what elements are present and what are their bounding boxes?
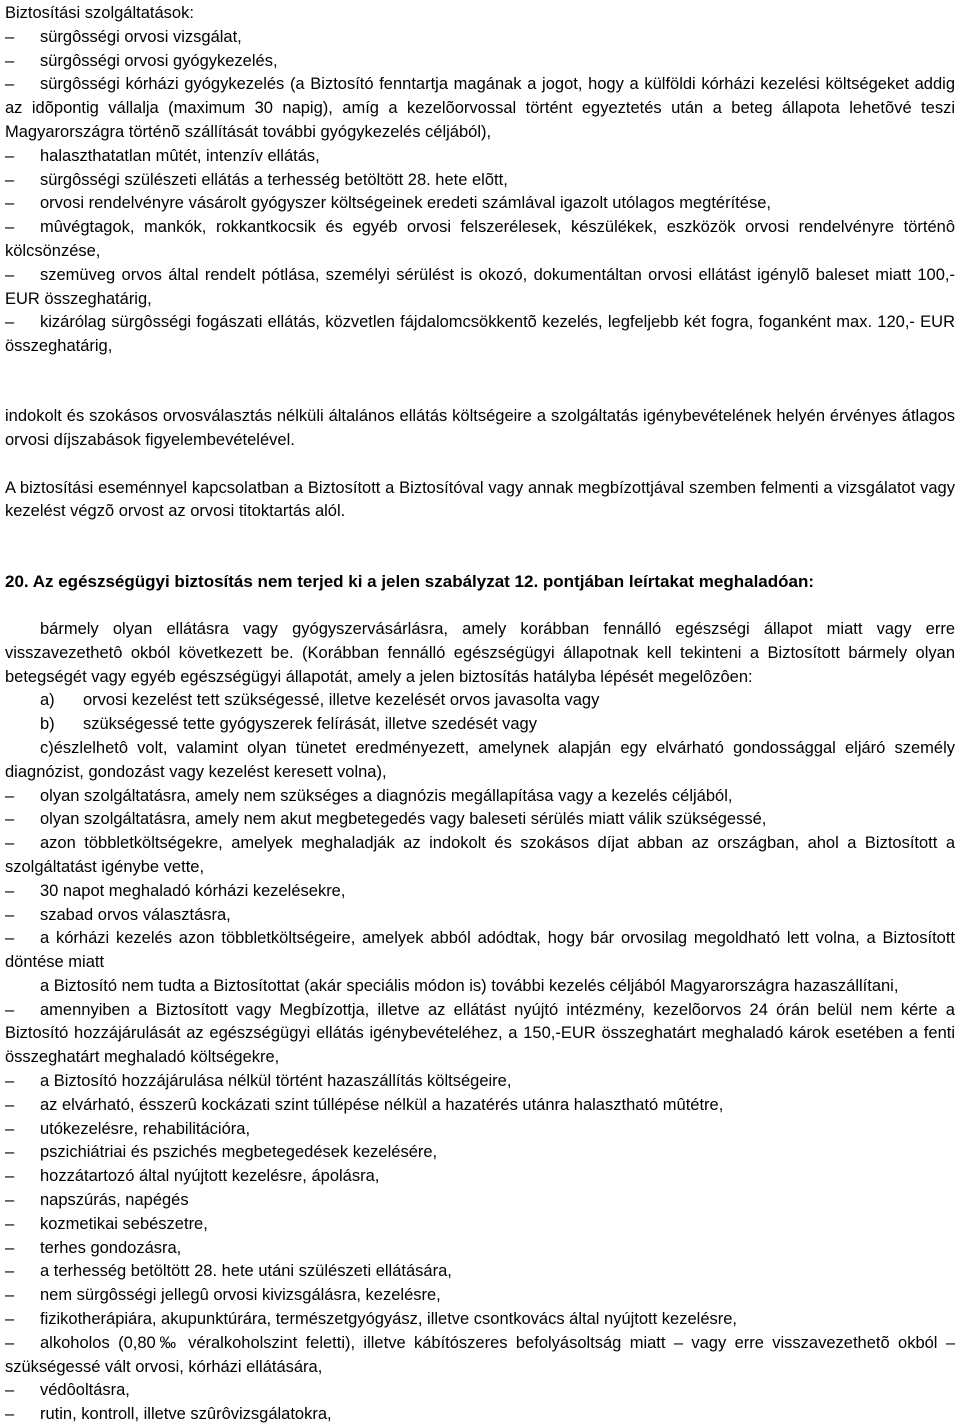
dash-bullet: –: [5, 786, 15, 805]
exclusion-item: – fizikotherápiára, akupunktúrára, természetgyógyász, illetve csontkovács által nyújtott kezelésre,: [5, 1308, 955, 1332]
dash-bullet: –: [5, 834, 15, 853]
dash-bullet: –: [5, 194, 15, 213]
dash-bullet: –: [5, 1262, 15, 1281]
exclusion-item: – olyan szolgáltatásra, amely nem akut megbetegedés vagy baleseti sérülés miatt válik szükségessé,: [5, 808, 955, 832]
exclusions-list-2: [5, 999, 955, 1427]
exclusions-list: [5, 785, 955, 975]
dash-bullet: –: [5, 1000, 15, 1019]
dash-bullet: –: [5, 881, 15, 900]
dash-bullet: –: [5, 1238, 15, 1257]
dash-bullet: –: [5, 1310, 15, 1329]
service-item: – sürgôsségi orvosi gyógykezelés,: [5, 50, 955, 74]
paragraph-general-care-text: indokolt és szokásos orvosválasztás nélküli általános ellátás költségeire a szolgáltatás igénybevételének helyén érvényes átlagos orvosi díjszabások figyelembevételével.: [5, 406, 955, 449]
dash-bullet: –: [5, 1214, 15, 1233]
service-item: – halaszthatatlan mûtét, intenzív ellátás,: [5, 145, 955, 169]
paragraph-general-care: [5, 405, 955, 453]
exclusion-item: – szabad orvos választásra,: [5, 904, 955, 928]
exclusion-item: – kozmetikai sebészetre,: [5, 1213, 955, 1237]
dash-bullet: –: [5, 170, 15, 189]
service-item: – sürgôsségi szülészeti ellátás a terhesség betöltött 28. hete elõtt,: [5, 169, 955, 193]
dash-bullet: –: [5, 1072, 15, 1091]
dash-bullet: –: [5, 1119, 15, 1138]
exclusion-item: – az elvárható, ésszerû kockázati szint túllépése nélkül a hazatérés utánra halasztható mûtétre,: [5, 1094, 955, 1118]
dash-bullet: –: [5, 75, 15, 94]
dash-bullet: –: [5, 1286, 15, 1305]
dash-bullet: –: [5, 810, 15, 829]
service-item: – sürgôsségi orvosi vizsgálat,: [5, 26, 955, 50]
exclusion-continuation: a Biztosító nem tudta a Biztosítottat (akár speciális módon is) további kezelés céljából Magyarországra hazaszállítani,: [40, 976, 899, 995]
service-item: – mûvégtagok, mankók, rokkantkocsik és egyéb orvosi felszerélesek, készülékek, eszközök orvosi rendelvényre történô kölcsönzése,: [5, 218, 955, 260]
dash-bullet: –: [5, 313, 15, 332]
exclusion-intro-text: bármely olyan ellátásra vagy gyógyszervásárlásra, amely korábban fennálló egészségi állapot miatt vagy erre visszavezethetô okból következett be. (Korábban fennálló egészségügyi állapotnak kell tekinteni a Biztosított bármely olyan betegségét vagy egyéb egészségügyi állapotát, amely a jelen biztosítás hatályba lépését megelôzôen:: [5, 619, 955, 686]
exclusion-item: – terhes gondozásra,: [5, 1237, 955, 1261]
exclusion-intro: [5, 618, 955, 689]
exclusion-item: – a kórházi kezelés azon többletköltségeire, amelyek abból adódtak, hogy bár orvosilag megoldható lett volna, a Biztosított döntése miatt: [5, 929, 955, 972]
service-item: – sürgôsségi kórházi gyógykezelés (a Biztosító fenntartja magának a jogot, hogy a külföldi kórházi kezelési költségeket addig az idõpontig vállalja (maximum 30 napig), amíg a kezelõorvossal történt egyeztetés után a beteg állapota lehetõvé teszi Magyarországra történõ szállítását további gyógykezelés céljából),: [5, 75, 955, 141]
services-list: [5, 26, 955, 359]
exclusion-item: – amennyiben a Biztosított vagy Megbízottja, illetve az ellátást nyújtó intézmény, kezelõorvos 24 órán belül nem kérte a Biztosító hozzájárulását az egészségügyi ellátás igénybevételéhez, a 150,-EUR összeghatárt meghaladó károk esetében a fenti összeghatárt meghaladó költségekre,: [5, 1000, 955, 1067]
dash-bullet: –: [5, 1167, 15, 1186]
exclusion-item: – alkoholos (0,80‰ véralkoholszint feletti), illetve kábítószeres befolyásoltság miatt – vagy erre visszavezethetõ okból – szükségessé vált orvosi, kórházi ellátására,: [5, 1333, 955, 1376]
exclusion-item: – nem sürgôsségi jellegû orvosi kivizsgálásra, kezelésre,: [5, 1284, 955, 1308]
service-item: – szemüveg orvos által rendelt pótlása, személyi sérülést is okozó, dokumentáltan orvosi ellátást igénylõ baleset miatt 100,-EUR összeghatárig,: [5, 265, 955, 308]
exclusion-item: – 30 napot meghaladó kórházi kezelésekre,: [5, 880, 955, 904]
exclusion-item: – napszúrás, napégés: [5, 1189, 955, 1213]
exclusion-item: – hozzátartozó által nyújtott kezelésre, ápolásra,: [5, 1165, 955, 1189]
dash-bullet: –: [5, 1381, 15, 1400]
dash-bullet: –: [5, 1095, 15, 1114]
dash-bullet: –: [5, 1405, 15, 1424]
dash-bullet: –: [5, 51, 15, 70]
section-title: Biztosítási szolgáltatások:: [5, 4, 194, 22]
dash-bullet: –: [5, 27, 15, 46]
exclusion-item: – a terhesség betöltött 28. hete utáni szülészeti ellátására,: [5, 1260, 955, 1284]
exclusion-c: c)észlelhetô volt, valamint olyan tünetet eredményezett, amelynek alapján egy elvárható gondossággal eljáró személy diagnózist, gondozást vagy kezelést keresett volna),: [5, 738, 955, 781]
exclusion-item: – a Biztosító hozzájárulása nélkül történt hazaszállítás költségeire,: [5, 1070, 955, 1094]
exclusion-item: – védôoltásra,: [5, 1379, 955, 1403]
dash-bullet: –: [5, 146, 15, 165]
dash-bullet: –: [5, 929, 15, 948]
dash-bullet: –: [5, 905, 15, 924]
dash-bullet: –: [5, 265, 15, 284]
exclusion-sublist: [5, 689, 955, 737]
dash-bullet: –: [5, 218, 15, 237]
dash-bullet: –: [5, 1143, 15, 1162]
exclusion-item: – olyan szolgáltatásra, amely nem szükséges a diagnózis megállapítása vagy a kezelés céljából,: [5, 785, 955, 809]
exclusion-b: b) szükségessé tette gyógyszerek felírását, illetve szedését vagy: [40, 715, 537, 734]
service-item: – orvosi rendelvényre vásárolt gyógyszer költségeinek eredeti számlával igazolt utólagos megtérítése,: [5, 192, 955, 216]
exclusion-item: – azon többletköltségekre, amelyek meghaladják az indokolt és szokásos díjat abban az országban, ahol a Biztosított a szolgáltatást igénybe vette,: [5, 834, 955, 876]
dash-bullet: –: [5, 1191, 15, 1210]
service-item: – kizárólag sürgôsségi fogászati ellátás, közvetlen fájdalomcsökkentõ kezelés, legfeljebb két fogra, foganként max. 120,- EUR összeghatárig,: [5, 313, 955, 356]
exclusion-item: – pszichiátriai és pszichés megbetegedések kezelésére,: [5, 1141, 955, 1165]
section-heading: 20. Az egészségügyi biztosítás nem terjed ki a jelen szabályzat 12. pontjában leírtakat meghaladóan:: [5, 572, 815, 592]
exclusion-a: a) orvosi kezelést tett szükségessé, illetve kezelését orvos javasolta vagy: [40, 691, 600, 710]
paragraph-confidentiality: A biztosítási eseménnyel kapcsolatban a Biztosított a Biztosítóval vagy annak megbízottjával szemben felmenti a vizsgálatot vagy kezelést végzõ orvost az orvosi titoktartás alól.: [5, 478, 955, 521]
exclusion-item: – rutin, kontroll, illetve szûrôvizsgálatokra,: [5, 1403, 955, 1427]
dash-bullet: –: [5, 1333, 15, 1352]
exclusion-item: – utókezelésre, rehabilitációra,: [5, 1118, 955, 1142]
